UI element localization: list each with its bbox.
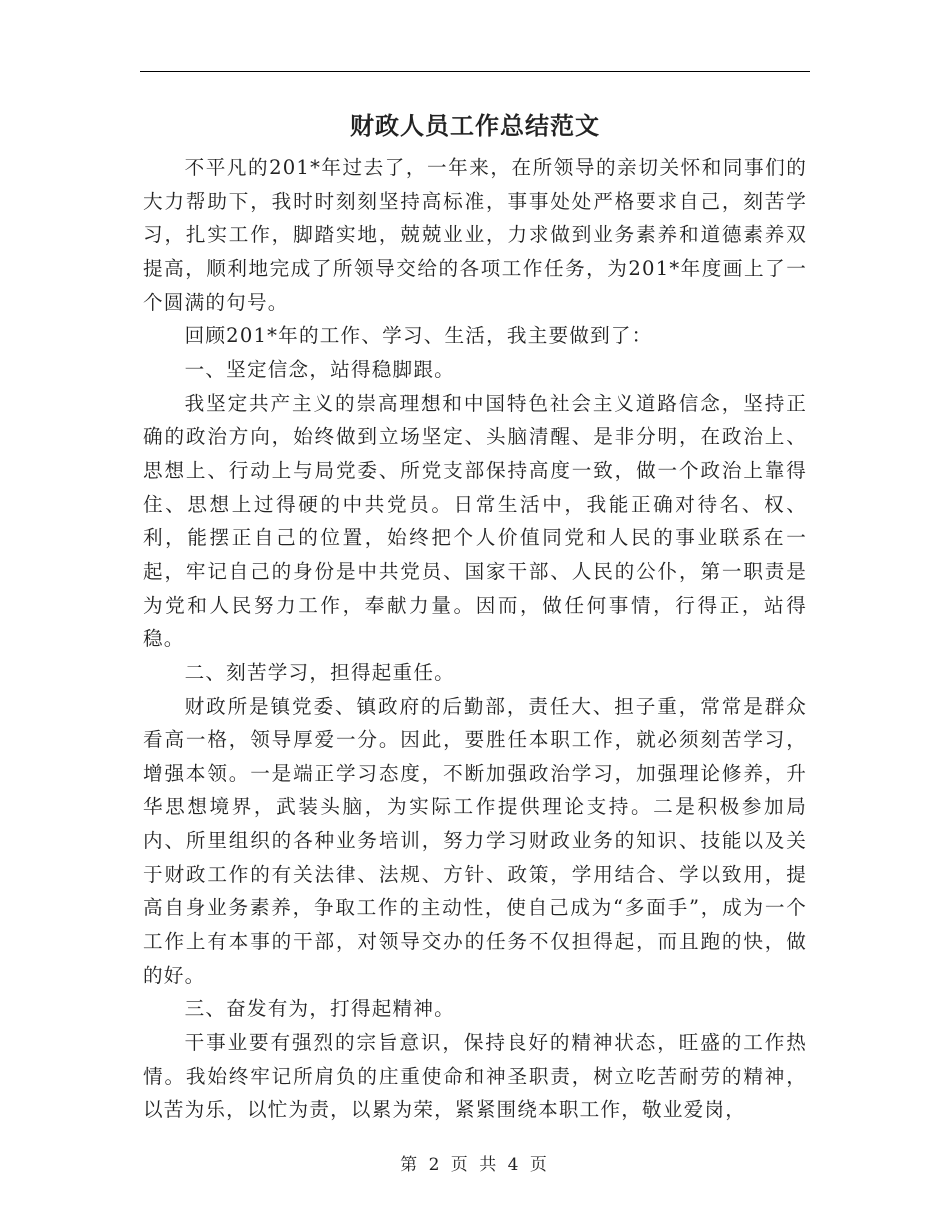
document-body: [143, 151, 807, 1127]
page-indicator: 第 2 页 共 4 页: [400, 1155, 550, 1175]
header-rule: [140, 71, 810, 72]
document-title: 财政人员工作总结范文: [350, 112, 600, 140]
paragraph-review: 回顾201*年的工作、学习、生活，我主要做到了：: [184, 324, 653, 348]
paragraph-section-1: 我坚定共产主义的崇高理想和中国特色社会主义道路信念，坚持正确的政治方向，始终做到立场坚定、头脑清醒、是非分明，在政治上、思想上、行动上与局党委、所党支部保持高度一致，做一个政治上靠得住、思想上过得硬的中共党员。日常生活中，我能正确对待名、权、利，能摆正自己的位置，始终把个人价值同党和人民的事业联系在一起，牢记自己的身份是中共党员、国家干部、人民的公仆，第一职责是为党和人民努力工作，奉献力量。因而，做任何事情，行得正，站得稳。: [143, 391, 807, 651]
section-heading-2: 二、刻苦学习，担得起重任。: [184, 660, 455, 684]
section-heading-1: 一、坚定信念，站得稳脚跟。: [184, 357, 455, 381]
section-heading-3: 三、奋发有为，打得起精神。: [184, 997, 455, 1021]
paragraph-section-2: 财政所是镇党委、镇政府的后勤部，责任大、担子重，常常是群众看高一格，领导厚爱一分。因此，要胜任本职工作，就必须刻苦学习，增强本领。一是端正学习态度，不断加强政治学习，加强理论修养，升华思想境界，武装头脑，为实际工作提供理论支持。二是积极参加局内、所里组织的各种业务培训，努力学习财政业务的知识、技能以及关于财政工作的有关法律、法规、方针、政策，学用结合、学以致用，提高自身业务素养，争取工作的主动性，使自己成为“多面手”，成为一个工作上有本事的干部，对领导交办的任务不仅担得起，而且跑的快，做的好。: [143, 694, 807, 987]
paragraph-section-3: 干事业要有强烈的宗旨意识，保持良好的精神状态，旺盛的工作热情。我始终牢记所肩负的庄重使命和神圣职责，树立吃苦耐劳的精神，以苦为乐，以忙为责，以累为荣，紧紧围绕本职工作，敬业爱岗，: [143, 1031, 807, 1122]
paragraph-intro: 不平凡的201*年过去了，一年来，在所领导的亲切关怀和同事们的大力帮助下，我时时刻刻坚持高标准，事事处处严格要求自己，刻苦学习，扎实工作，脚踏实地，兢兢业业，力求做到业务素养和道德素养双提高，顺利地完成了所领导交给的各项工作任务，为201*年度画上了一个圆满的句号。: [143, 156, 807, 314]
